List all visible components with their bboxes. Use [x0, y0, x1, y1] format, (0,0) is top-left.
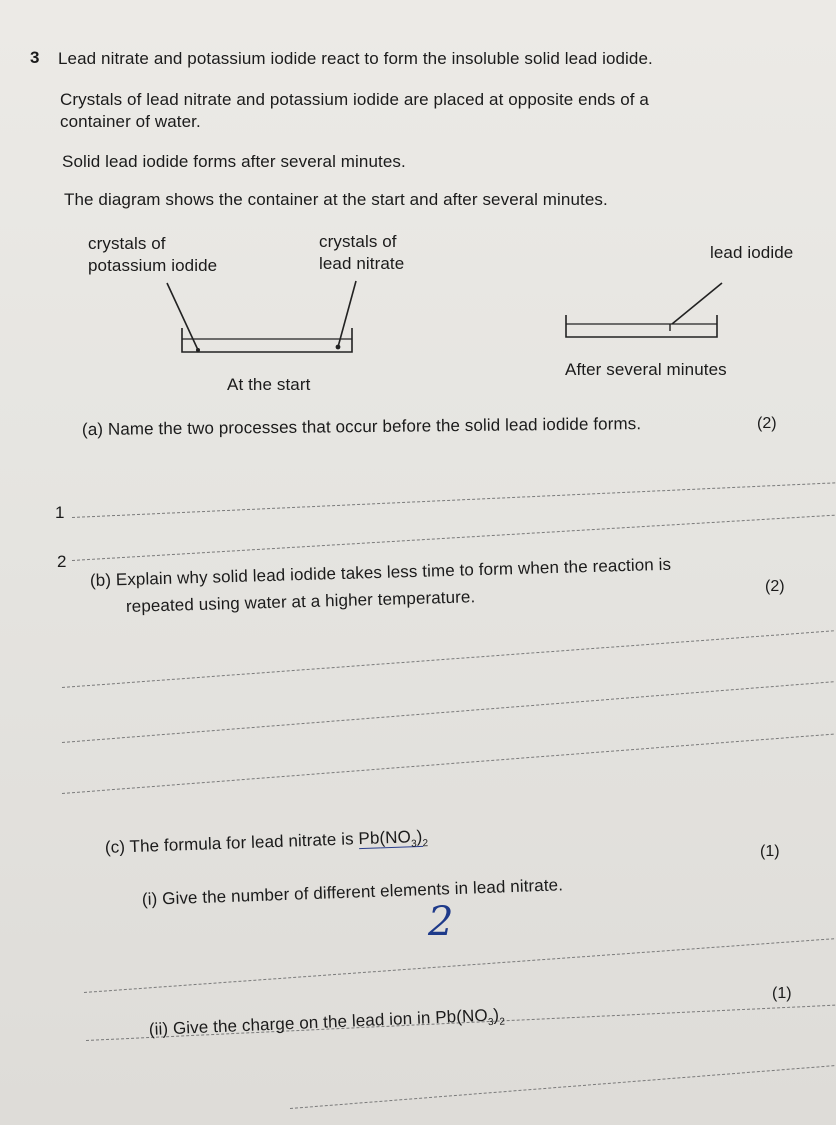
formula-no: (NO: [379, 827, 412, 848]
ki-crystal: [196, 348, 200, 352]
part-c-i-prompt: (i) Give the number of different elements in lead nitrate.: [141, 875, 564, 909]
formula-nitrate: [379, 827, 423, 848]
label-ki-line-2: potassium iodide: [88, 256, 218, 275]
formula-ii-close: ): [492, 1005, 500, 1025]
part-b-prompt-1: (b) Explain why solid lead iodide takes less time to form when the reaction is: [89, 554, 672, 590]
lead-nitrate-formula-ii: [435, 1005, 505, 1027]
formula-ii-pb: Pb: [434, 1007, 457, 1027]
intro-line-1: Lead nitrate and potassium iodide react to form the insoluble solid lead iodide.: [58, 49, 653, 68]
part-c-prompt-text: (c) The formula for lead nitrate is: [104, 829, 354, 857]
part-c-ii-text: (ii) Give the charge on the lead ion in: [148, 1008, 431, 1039]
formula-ii-sub-2: 2: [499, 1016, 506, 1028]
container-start: [182, 328, 352, 352]
caption-after: After several minutes: [565, 360, 727, 379]
answer-label-1: 1: [55, 503, 65, 522]
intro-line-3: container of water.: [60, 112, 201, 131]
intro-line-5: The diagram shows the container at the start and after several minutes.: [64, 190, 608, 209]
formula-sub-2: 2: [422, 838, 429, 850]
label-ln-line-2: lead nitrate: [319, 254, 405, 273]
part-b-prompt-2: repeated using water at a higher temperature.: [125, 587, 476, 616]
handwritten-answer-c-i: 2: [428, 899, 454, 945]
formula-sub-3: 3: [410, 838, 418, 850]
label-lead-iodide: lead iodide: [710, 243, 794, 262]
pointer-lead-nitrate: [338, 281, 356, 347]
ln-crystal: [336, 345, 341, 350]
intro-line-2: Crystals of lead nitrate and potassium iodide are placed at opposite ends of a: [60, 90, 649, 109]
part-a-marks: (2): [757, 415, 777, 432]
formula-close: ): [416, 826, 423, 847]
question-number: 3: [30, 48, 40, 67]
container-after: [566, 315, 717, 337]
formula-ii-no: (NO: [455, 1005, 489, 1027]
label-ln-line-1: crystals of: [319, 232, 397, 251]
pointer-lead-iodide: [672, 283, 722, 324]
formula-pb: Pb: [358, 828, 380, 849]
answer-label-2: 2: [57, 552, 67, 571]
part-c-i-marks: (1): [760, 843, 780, 860]
part-c-ii-marks: (1): [772, 985, 792, 1002]
formula-ii-sub-3: 3: [487, 1016, 494, 1029]
label-ki-line-1: crystals of: [88, 234, 166, 253]
part-a-prompt: (a) Name the two processes that occur before the solid lead iodide forms.: [81, 414, 642, 439]
caption-start: At the start: [227, 375, 311, 394]
lead-nitrate-formula: [358, 827, 428, 848]
part-b-marks: (2): [765, 578, 785, 595]
intro-line-4: Solid lead iodide forms after several minutes.: [62, 152, 406, 171]
